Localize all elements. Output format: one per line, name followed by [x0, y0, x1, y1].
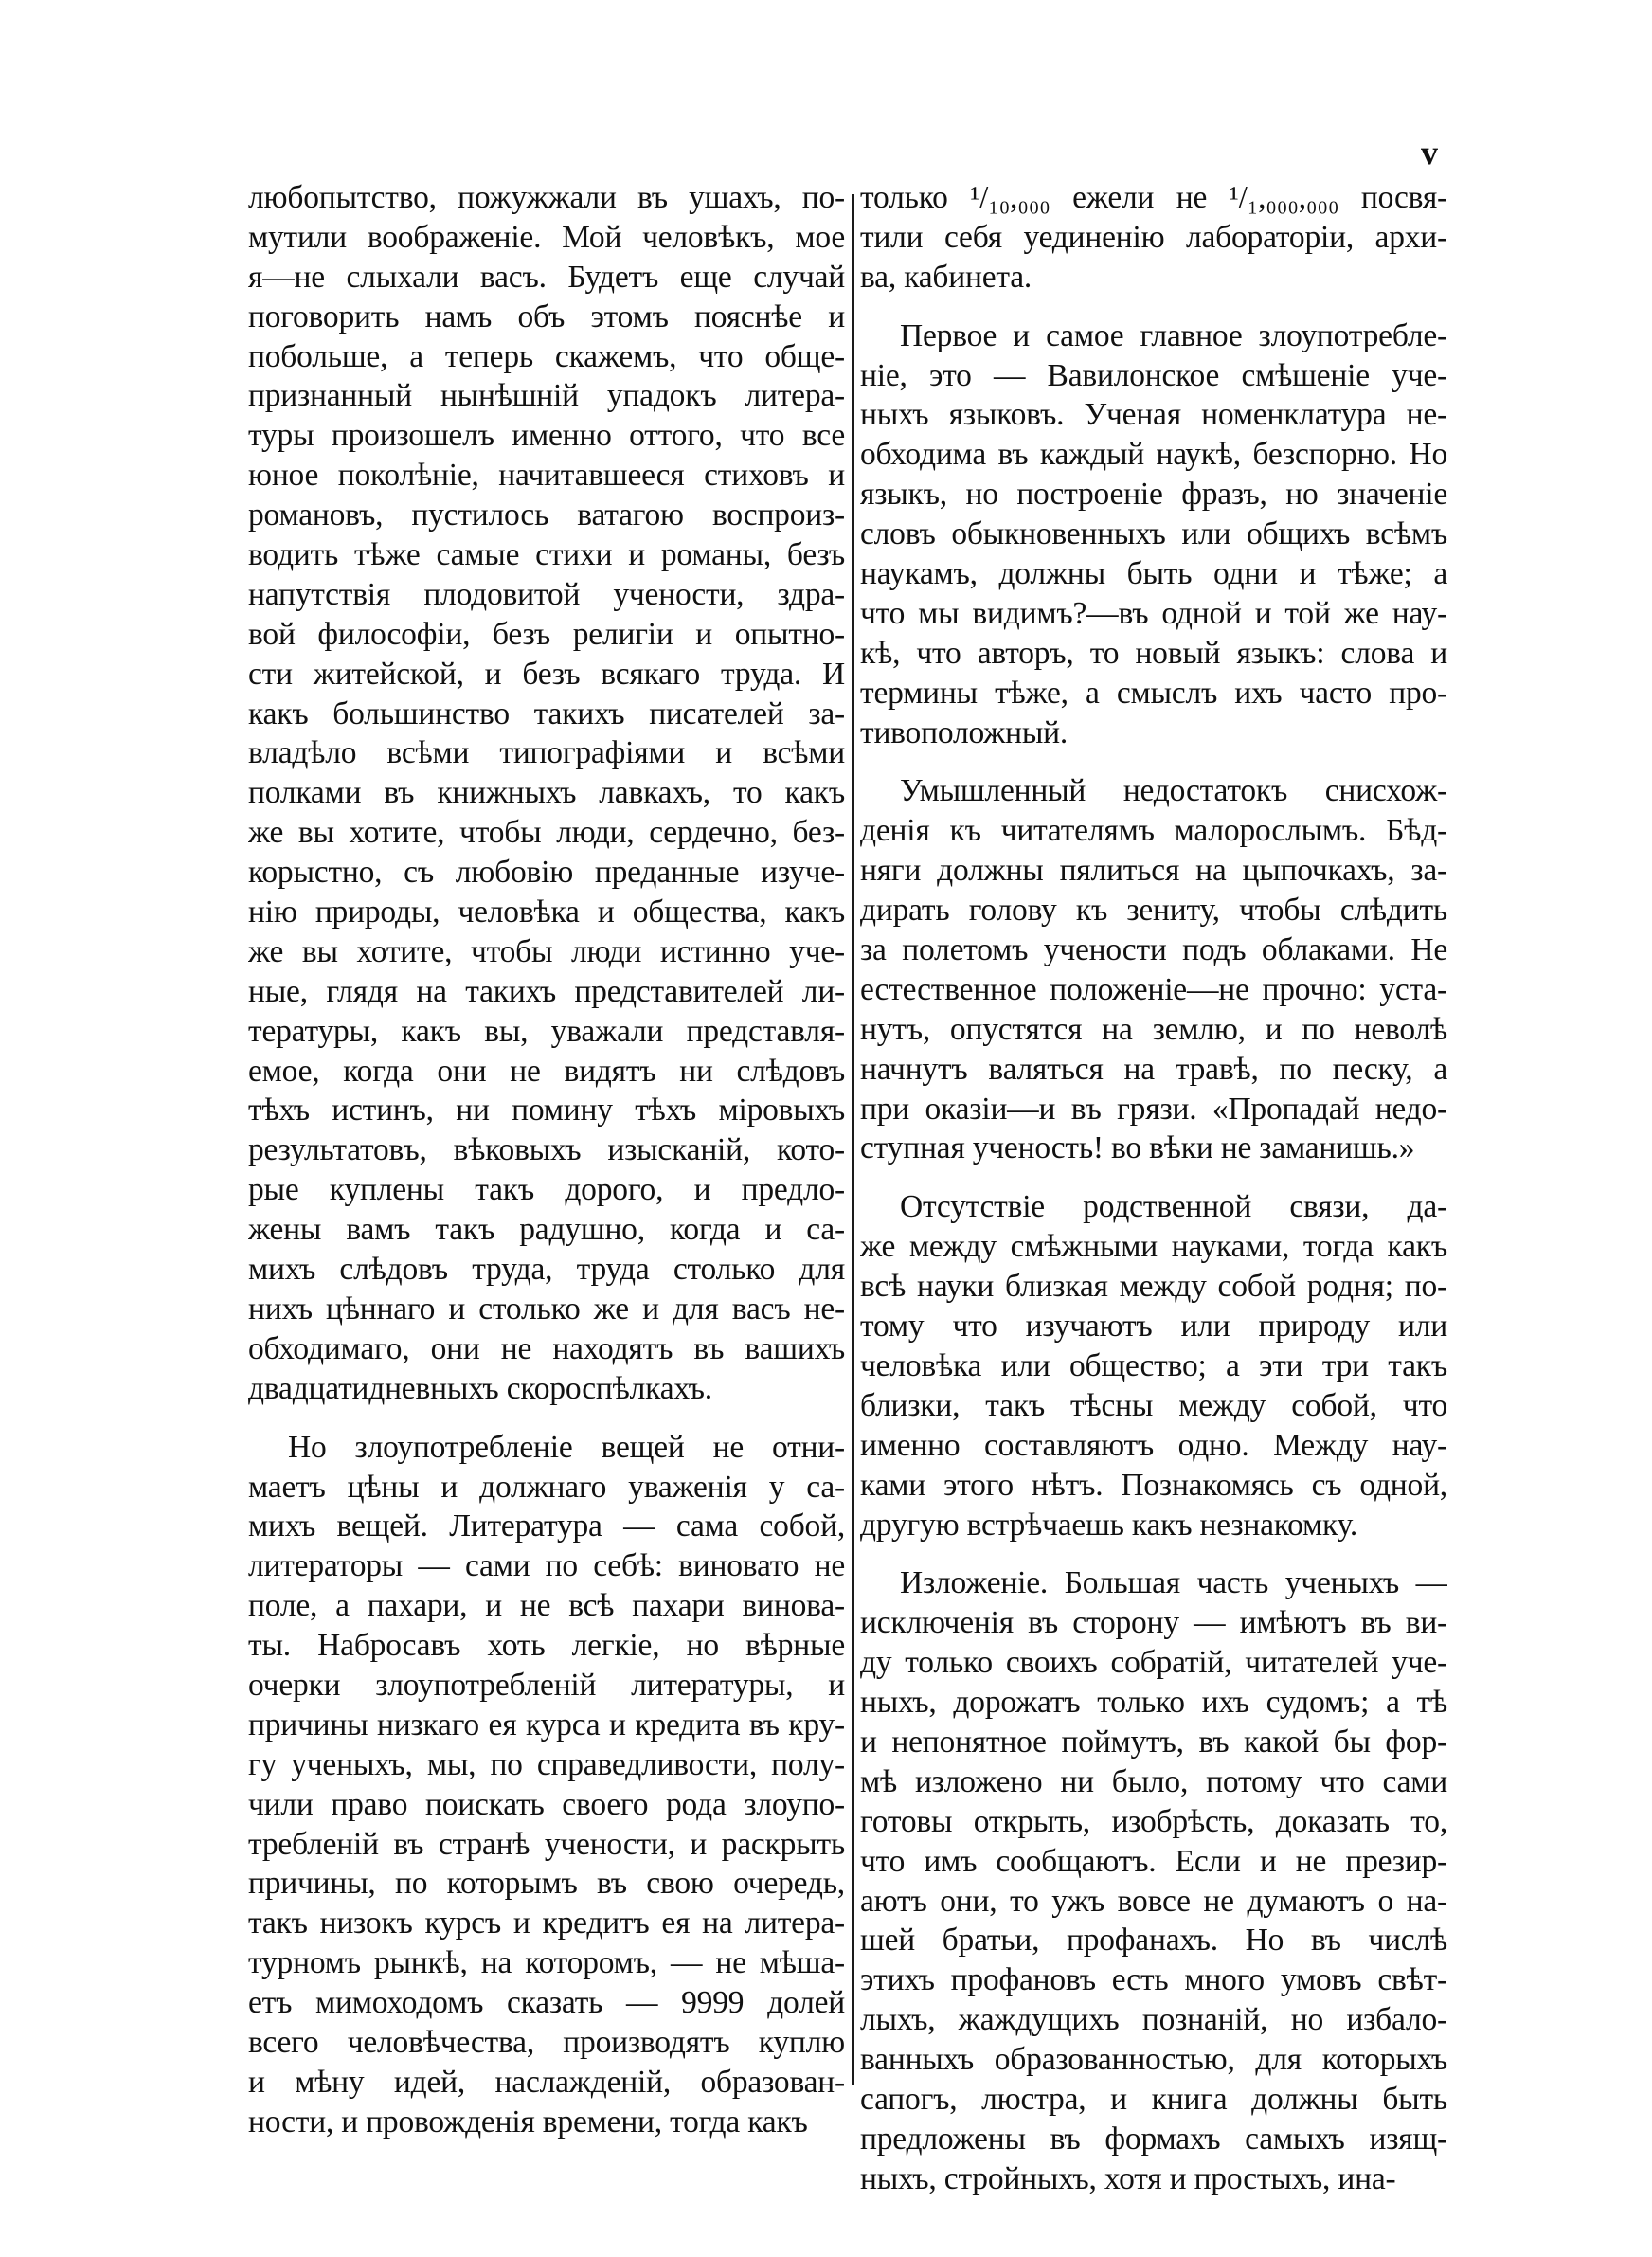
text-line: турномъ рынкѣ, на которомъ, — не мѣша-	[248, 1945, 845, 1981]
text-line: я—не слыхали васъ. Будетъ еще случай	[248, 259, 845, 295]
text-line: любопытство, пожужжали въ ушахъ, по-	[248, 180, 845, 215]
text-line: признанный нынѣшній упадокъ литера-	[248, 378, 845, 414]
text-line: всѣ науки близкая между собой родня; по-	[860, 1269, 1447, 1305]
text-line: владѣло всѣми типографіями и всѣми	[248, 735, 845, 771]
text-line: рые куплены такъ дорого, и предло-	[248, 1172, 845, 1208]
left-column	[248, 178, 845, 2142]
text-line: сти житейской, и безъ всякаго труда. И	[248, 656, 845, 692]
paragraph-gap	[860, 752, 1447, 771]
text-line: и непонятное поймутъ, въ какой бы фор-	[860, 1724, 1447, 1760]
text-line: близки, такъ тѣсны между собой, что	[860, 1387, 1447, 1423]
text-line: причины низкаго ея курса и кредита въ кру-	[248, 1706, 845, 1742]
text-line: ности, и провожденія времени, тогда какъ	[248, 2104, 808, 2140]
text-line: Но злоупотребленіе вещей не отни-	[288, 1429, 845, 1465]
text-line: наукамъ, должны быть одни и тѣже; а	[860, 556, 1447, 592]
text-line: Первое и самое главное злоупотребле-	[900, 317, 1447, 353]
text-line: за полетомъ учености подъ облаками. Не	[860, 932, 1447, 968]
text-line: Отсутствіе родственной связи, да-	[900, 1189, 1447, 1225]
text-line: полками въ книжныхъ лавкахъ, то какъ	[248, 775, 845, 811]
text-line: ванныхъ образованностью, для которыхъ	[860, 2042, 1447, 2078]
text-line: лыхъ, жаждущихъ познаній, но избало-	[860, 2002, 1447, 2038]
paragraph-gap	[860, 298, 1447, 316]
text-line: михъ вещей. Литература — сама собой,	[248, 1508, 845, 1544]
text-line: чили право поискать своего рода злоупо-	[248, 1786, 845, 1822]
text-line: ступная ученость! во вѣки не заманишь.»	[860, 1130, 1415, 1166]
text-line: требленій въ странѣ учености, и раскрыть	[248, 1826, 845, 1862]
text-line: тому что изучаютъ или природу или	[860, 1309, 1447, 1345]
text-line: ду только своихъ собратій, читателей уче-	[860, 1645, 1447, 1681]
text-line: термины тѣже, а смыслъ ихъ часто про-	[860, 675, 1447, 711]
text-line: именно составляютъ одно. Между нау-	[860, 1427, 1447, 1463]
text-line: что имъ сообщаютъ. Если и не презир-	[860, 1843, 1447, 1879]
text-line: этихъ профановъ есть много умовъ свѣт-	[860, 1962, 1447, 1998]
text-line: ніе, это — Вавилонское смѣшеніе уче-	[860, 357, 1447, 393]
text-line: же между смѣжными науками, тогда какъ	[860, 1229, 1447, 1265]
text-line: нію природы, человѣка и общества, какъ	[248, 894, 845, 930]
text-line: етъ мимоходомъ сказать — 9999 долей	[248, 1985, 845, 2021]
text-line: туры произошелъ именно оттого, что все	[248, 418, 845, 454]
text-line: ныхъ, стройныхъ, хотя и простыхъ, ина-	[860, 2160, 1396, 2196]
text-line: тивоположный.	[860, 714, 1068, 750]
text-line: нихъ цѣннаго и столько же и для васъ не-	[248, 1291, 845, 1327]
text-line: побольше, а теперь скажемъ, что обще-	[248, 338, 845, 374]
text-line: корыстно, съ любовію преданные изуче-	[248, 855, 845, 891]
text-line: ныхъ, дорожатъ только ихъ судомъ; а тѣ	[860, 1685, 1447, 1721]
text-line: такъ низокъ курсъ и кредитъ ея на литера-	[248, 1905, 845, 1941]
text-line: очерки злоупотребленій литературы, и	[248, 1667, 845, 1703]
text-line: нутъ, опустятся на землю, и по неволѣ	[860, 1011, 1447, 1047]
text-line: няги должны пялиться на цыпочкахъ, за-	[860, 853, 1447, 889]
text-line: начнутъ валяться на травѣ, по песку, а	[860, 1051, 1447, 1087]
text-line: естественное положеніе—не прочно: уста-	[860, 971, 1447, 1007]
text-line: Изложеніе. Большая часть ученыхъ —	[900, 1565, 1447, 1601]
text-line: маетъ цѣны и должнаго уваженія у са-	[248, 1469, 845, 1505]
text-line: что мы видимъ?—въ одной и той же нау-	[860, 595, 1447, 631]
paragraph-gap	[248, 1409, 845, 1428]
text-line: ты. Набросавъ хоть легкіе, но вѣрные	[248, 1628, 845, 1664]
text-line: тили себя уединенію лабораторіи, архи-	[860, 219, 1447, 255]
text-line: напутствія плодовитой учености, здра-	[248, 576, 845, 612]
text-line: словъ обыкновенныхъ или общихъ всѣмъ	[860, 516, 1447, 552]
text-line: жены вамъ такъ радушно, когда и са-	[248, 1212, 845, 1248]
text-line: какъ большинство такихъ писателей за-	[248, 695, 845, 731]
text-line: емое, когда они не видятъ ни слѣдовъ	[248, 1053, 845, 1089]
text-line: Умышленный недостатокъ снисхож-	[900, 773, 1447, 809]
text-line: поговорить намъ объ этомъ пояснѣе и	[248, 298, 845, 334]
text-line: при оказіи—и въ грязи. «Пропадай недо-	[860, 1091, 1447, 1127]
text-line: же вы хотите, чтобы люди истинно уче-	[248, 933, 845, 969]
text-line: литераторы — сами по себѣ: виновато не	[248, 1548, 845, 1584]
text-line: поле, а пахари, и не всѣ пахари винова-	[248, 1588, 845, 1624]
text-line: человѣка или общество; а эти три такъ	[860, 1347, 1447, 1383]
paragraph-gap	[860, 1168, 1447, 1187]
text-line: мутили воображеніе. Мой человѣкъ, мое	[248, 219, 845, 255]
text-line: романовъ, пустилось ватагою воспроиз-	[248, 497, 845, 533]
text-line: шей братьи, профанахъ. Но въ числѣ	[860, 1923, 1447, 1959]
column-divider	[852, 194, 854, 2085]
text-line: ныхъ языковъ. Ученая номенклатура не-	[860, 397, 1447, 433]
right-column	[860, 178, 1447, 2199]
text-line: водить тѣже самые стихи и романы, безъ	[248, 537, 845, 573]
paragraph-gap	[860, 1544, 1447, 1563]
text-line: двадцатидневныхъ скороспѣлкахъ.	[248, 1370, 712, 1406]
text-line: готовы открыть, изобрѣсть, доказать то,	[860, 1803, 1447, 1839]
text-line: михъ слѣдовъ труда, труда столько для	[248, 1252, 845, 1288]
text-line: предложены въ формахъ самыхъ изящ-	[860, 2121, 1447, 2157]
text-line: гу ученыхъ, мы, по справедливости, полу-	[248, 1746, 845, 1782]
text-line: аютъ они, то ужъ вовсе не думаютъ о на-	[860, 1883, 1447, 1919]
text-line: обходима въ каждый наукѣ, безспорно. Но	[860, 437, 1447, 473]
text-line: денія къ читателямъ малорослымъ. Бѣд-	[860, 813, 1447, 849]
text-line: исключенія въ сторону — имѣютъ въ ви-	[860, 1605, 1447, 1641]
text-line: юное поколѣніе, начитавшееся стиховъ и	[248, 458, 845, 494]
text-line: вой философіи, безъ религіи и опытно-	[248, 616, 845, 652]
text-line: результатовъ, вѣковыхъ изысканій, кото-	[248, 1132, 845, 1168]
text-line: тературы, какъ вы, уважали представля-	[248, 1013, 845, 1049]
page-number: v	[1421, 134, 1438, 172]
text-line: причины, по которымъ въ свою очередь,	[248, 1866, 845, 1902]
text-line: всего человѣчества, производятъ куплю	[248, 2024, 845, 2060]
text-line: же вы хотите, чтобы люди, сердечно, без-	[248, 815, 845, 851]
text-line: языкъ, но построеніе фразъ, но значеніе	[860, 477, 1447, 513]
text-line: только ¹/₁₀,₀₀₀ ежели не ¹/₁,₀₀₀,₀₀₀ посвя-	[860, 180, 1447, 215]
text-line: кѣ, что авторъ, то новый языкъ: слова и	[860, 635, 1447, 671]
text-line: дирать голову къ зениту, чтобы слѣдить	[860, 893, 1447, 929]
text-line: ками этого нѣтъ. Познакомясь съ одной,	[860, 1467, 1447, 1503]
text-line: ва, кабинета.	[860, 259, 1032, 295]
text-line: обходимаго, они не находятъ въ вашихъ	[248, 1330, 845, 1366]
text-line: мѣ изложено ни было, потому что сами	[860, 1763, 1447, 1799]
text-line: тѣхъ истинъ, ни помину тѣхъ міровыхъ	[248, 1092, 845, 1128]
text-line: сапогъ, люстра, и книга должны быть	[860, 2081, 1447, 2117]
text-line: ные, глядя на такихъ представителей ли-	[248, 973, 845, 1009]
text-line: и мѣну идей, наслажденій, образован-	[248, 2064, 845, 2100]
text-line: другую встрѣчаешь какъ незнакомку.	[860, 1507, 1358, 1543]
